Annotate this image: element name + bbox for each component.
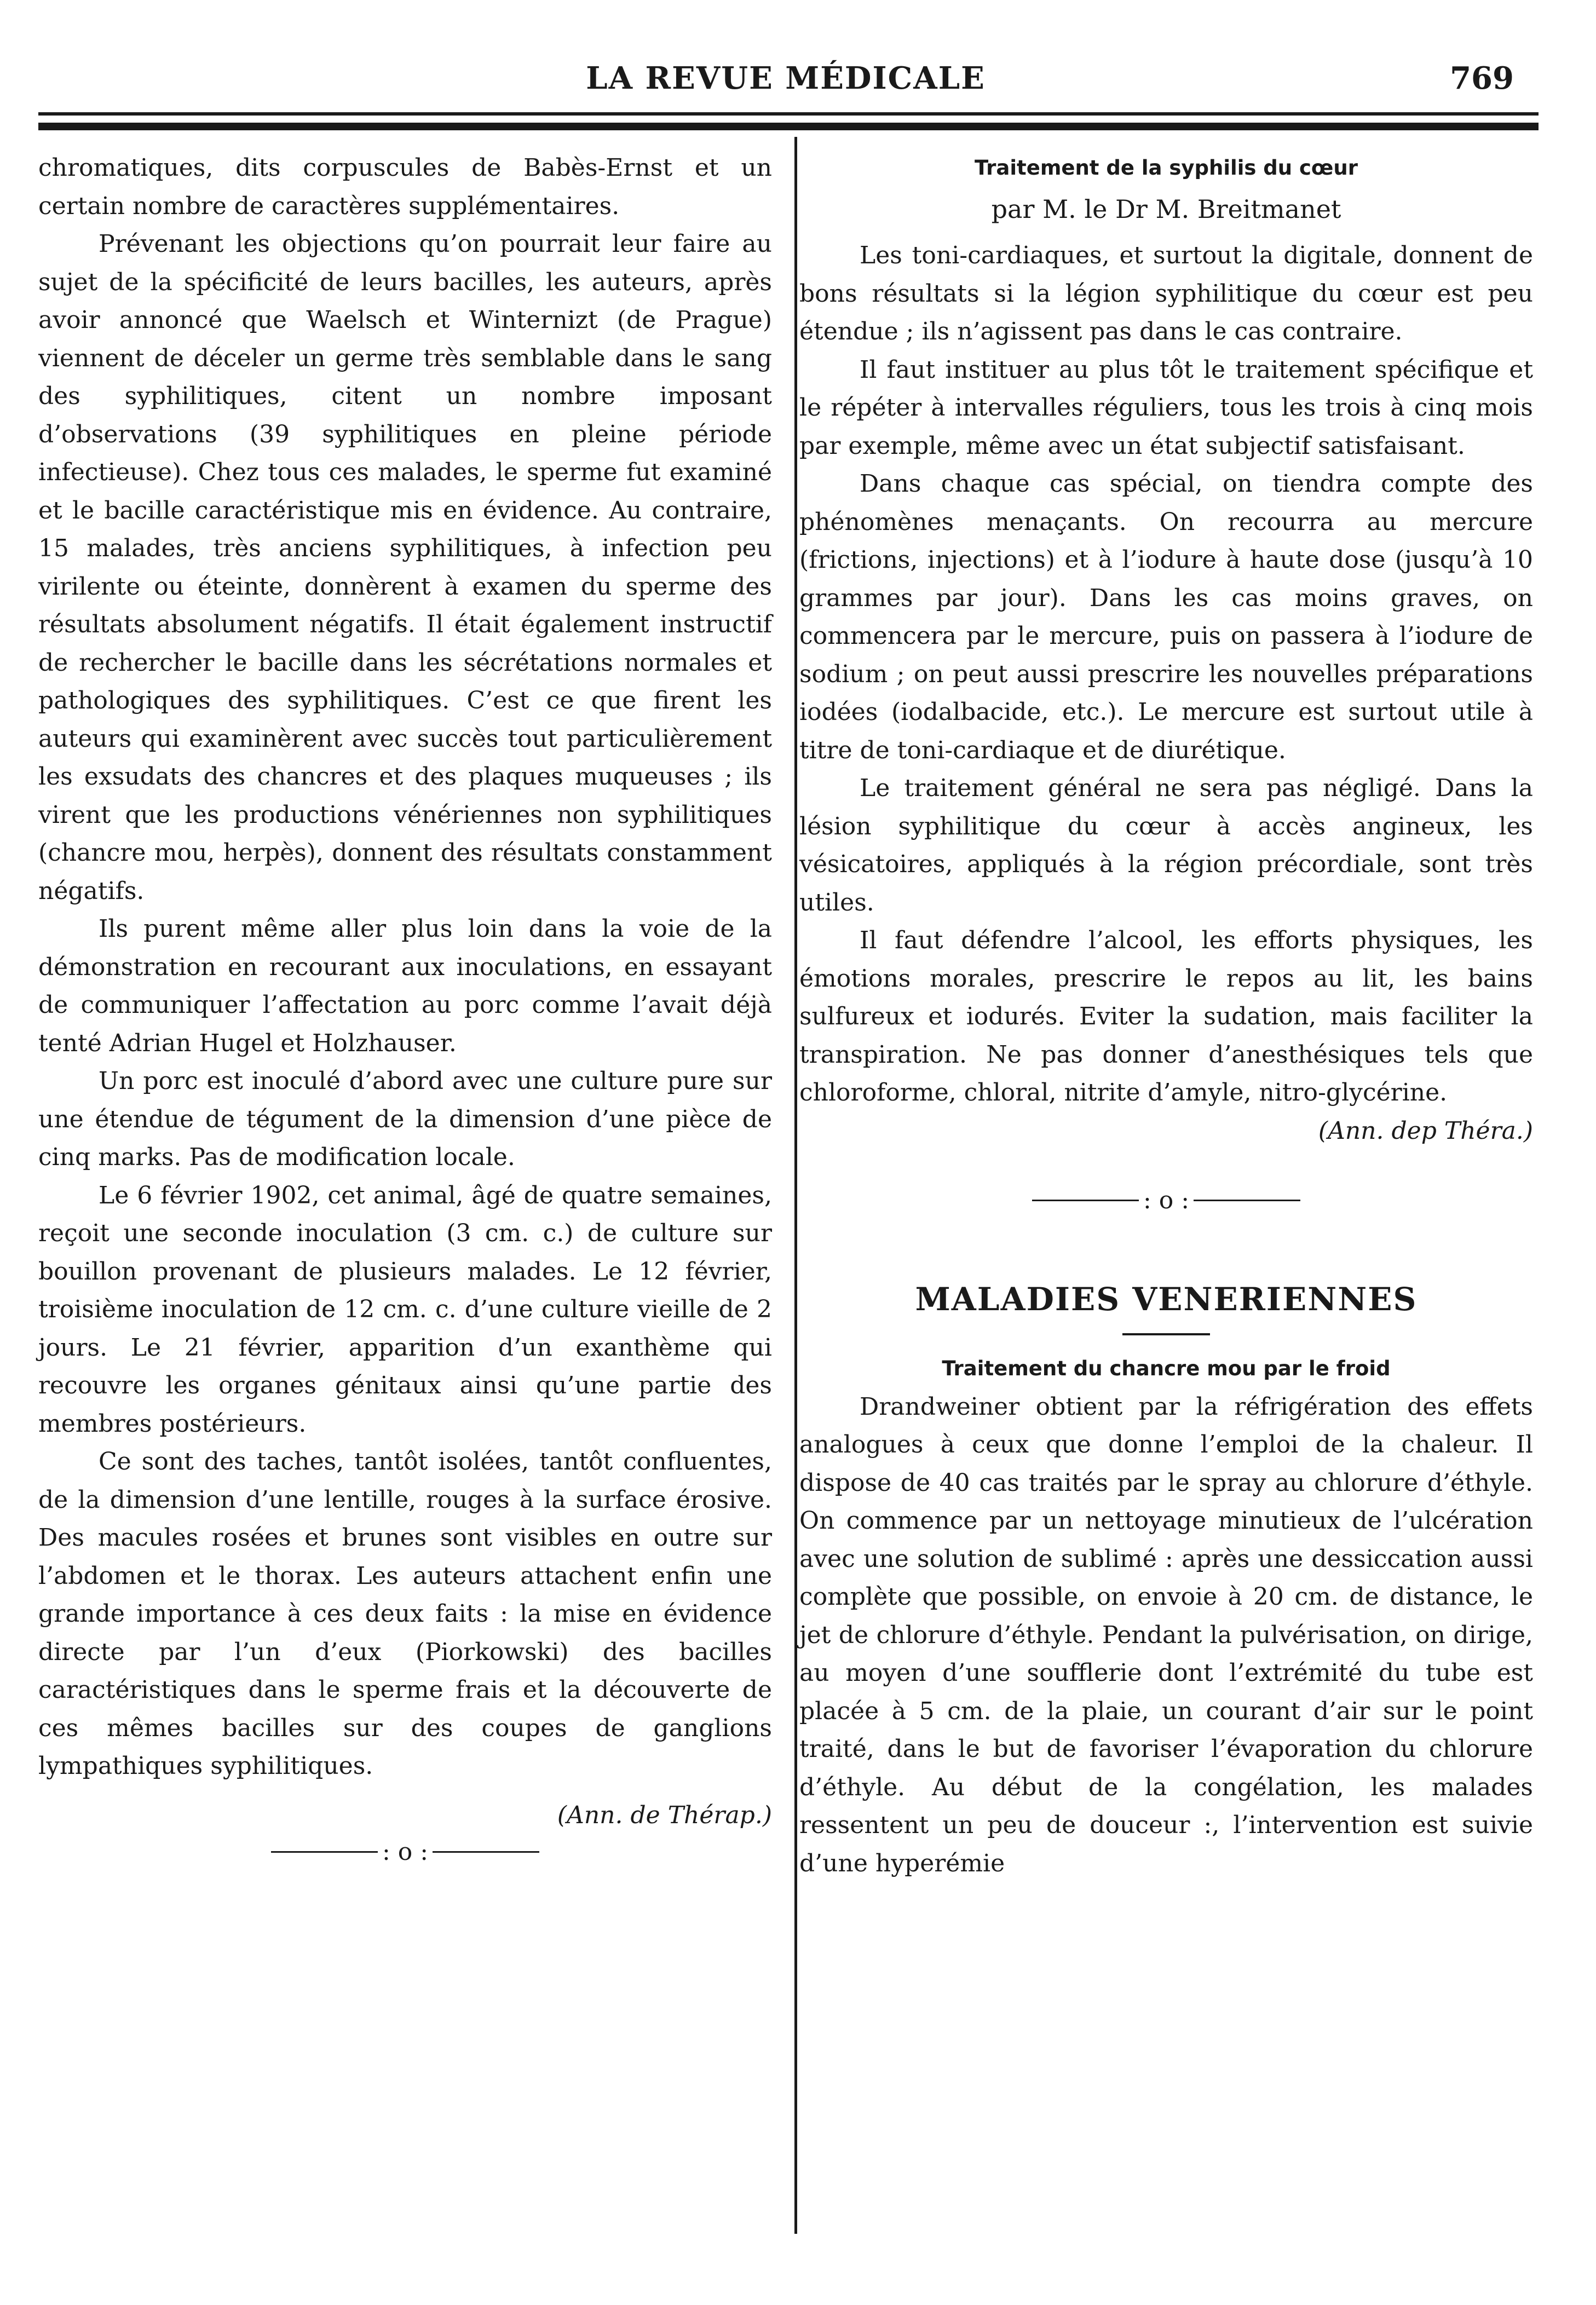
header-rule-thick [38, 123, 1539, 130]
header-rule-thin [38, 112, 1539, 116]
section-separator [799, 1183, 1533, 1217]
separator-mark: : o : [1143, 1186, 1190, 1214]
article-title: Traitement du chancre mou par le froid [942, 1356, 1391, 1380]
article-byline: par M. le Dr M. Breitmanet [991, 194, 1341, 224]
section-title-rule [1122, 1333, 1210, 1335]
paragraph: Le traitement général ne sera pas négligé. Dans la lésion syphilitique du cœur à accès angineux, les vésicatoires, appliqués à la région précordiale, sont très utiles. [799, 774, 1533, 917]
article-title: Traitement de la syphilis du cœur [974, 156, 1358, 180]
paragraph: Drandweiner obtient par la réfrigération des effets analogues à ceux que donne l’emploi de la chaleur. Il dispose de 40 cas traités par le spray au chlorure d’éthyle. On commence par un nettoyage minutieux de l’ulcération avec une solution de sublimé : après une dessiccation aussi complète que possible, on envoie à 20 cm. de distance, le jet de chlorure d’éthyle. Pendant la pulvérisation, on dirige, au moyen d’une soufflerie dont l’extrémité du tube est placée à 5 cm. de la plaie, un courant d’air sur le point traité, dans le but de favoriser l’évaporation du chlorure d’éthyle. Au début de la congélation, les malades ressentent un peu de douceur :, l’intervention est suivie d’une hyperémie [799, 1392, 1533, 1877]
section-title: MALADIES VENERIENNES [915, 1280, 1418, 1318]
paragraph-continued: chromatiques, dits corpuscules de Babès-Ernst et un certain nombre de caractères supplémentaires. [38, 154, 772, 220]
article-source-signature: (Ann. de Thérap.) [557, 1801, 772, 1829]
left-column [38, 149, 772, 1869]
column-divider [794, 137, 797, 2234]
paragraph: Il faut défendre l’alcool, les efforts physiques, les émotions morales, prescrire le repos au lit, les bains sulfureux et iodurés. Eviter la sudation, mais faciliter la transpiration. Ne pas donner d’anesthésiques tels que chloroforme, chloral, nitrite d’amyle, nitro-glycérine. [799, 926, 1533, 1107]
paragraph: Les toni-cardiaques, et surtout la digitale, donnent de bons résultats si la légion syphilitique du cœur est peu étendue ; ils n’agissent pas dans le cas contraire. [799, 241, 1533, 345]
paragraph: Un porc est inoculé d’abord avec une culture pure sur une étendue de tégument de la dimension d’une pièce de cinq marks. Pas de modification locale. [38, 1067, 772, 1171]
section-separator [38, 1834, 772, 1869]
separator-line-right [1194, 1200, 1300, 1201]
separator-mark: : o : [382, 1837, 429, 1866]
separator-line-right [433, 1851, 539, 1853]
separator-line-left [1032, 1200, 1139, 1201]
paragraph: Le 6 février 1902, cet animal, âgé de quatre semaines, reçoit une seconde inoculation (3 cm. c.) de culture sur bouillon provenant de plusieurs malades. Le 12 février, troisième inoculation de 12 cm. c. d’une culture vieille de 2 jours. Le 21 février, apparition d’un exanthème qui recouvre les organes génitaux ainsi qu’une partie des membres postérieurs. [38, 1181, 772, 1438]
separator-line-left [271, 1851, 378, 1853]
right-column [799, 149, 1533, 1882]
paragraph: Ce sont des taches, tantôt isolées, tantôt confluentes, de la dimension d’une lentille, rouges à la surface érosive. Des macules rosées et brunes sont visibles en outre sur l’abdomen et le thorax. Les auteurs attachent enfin une grande importance à ces deux faits : la mise en évidence directe par l’un d’eux (Piorkowski) des bacilles caractéristiques dans le sperme frais et la découverte de ces mêmes bacilles sur des coupes de ganglions lympathiques syphilitiques. [38, 1448, 772, 1780]
running-title: LA REVUE MÉDICALE [586, 60, 986, 96]
article-source-signature: (Ann. dep Théra.) [1318, 1116, 1533, 1145]
paragraph: Ils purent même aller plus loin dans la voie de la démonstration en recourant aux inoculations, en essayant de communiquer l’affectation au porc comme l’avait déjà tenté Adrian Hugel et Holzhauser. [38, 915, 772, 1057]
paragraph: Il faut instituer au plus tôt le traitement spécifique et le répéter à intervalles réguliers, tous les trois à cinq mois par exemple, même avec un état subjectif satisfaisant. [799, 355, 1533, 460]
page-number: 769 [1450, 60, 1514, 96]
paragraph: Prévenant les objections qu’on pourrait leur faire au sujet de la spécificité de leurs bacilles, les auteurs, après avoir annoncé que Waelsch et Winternizt (de Prague) viennent de déceler un germe très semblable dans le sang des syphilitiques, citent un nombre imposant d’observations (39 syphilitiques en pleine période infectieuse). Chez tous ces malades, le sperme fut examiné et le bacille caractéristique mis en évidence. Au contraire, 15 malades, très anciens syphilitiques, à infection peu virilente ou éteinte, donnèrent à examen du sperme des résultats absolument négatifs. Il était également instructif de rechercher le bacille dans les sécrétations normales et pathologiques des syphilitiques. C’est ce que firent les auteurs qui examinèrent avec succès tout particulièrement les exsudats des chancres et des plaques muqueuses ; ils virent que les productions vénériennes non syphilitiques (chancre mou, herpès), donnent des résultats constamment négatifs. [38, 230, 772, 905]
paragraph: Dans chaque cas spécial, on tiendra compte des phénomènes menaçants. On recourra au mercure (frictions, injections) et à l’iodure à haute dose (jusqu’à 10 grammes par jour). Dans les cas moins graves, on commencera par le mercure, puis on passera à l’iodure de sodium ; on peut aussi prescrire les nouvelles préparations iodées (iodalbacide, etc.). Le mercure est surtout utile à titre de toni-cardiaque et de diurétique. [799, 470, 1533, 764]
page-header [33, 49, 1539, 110]
